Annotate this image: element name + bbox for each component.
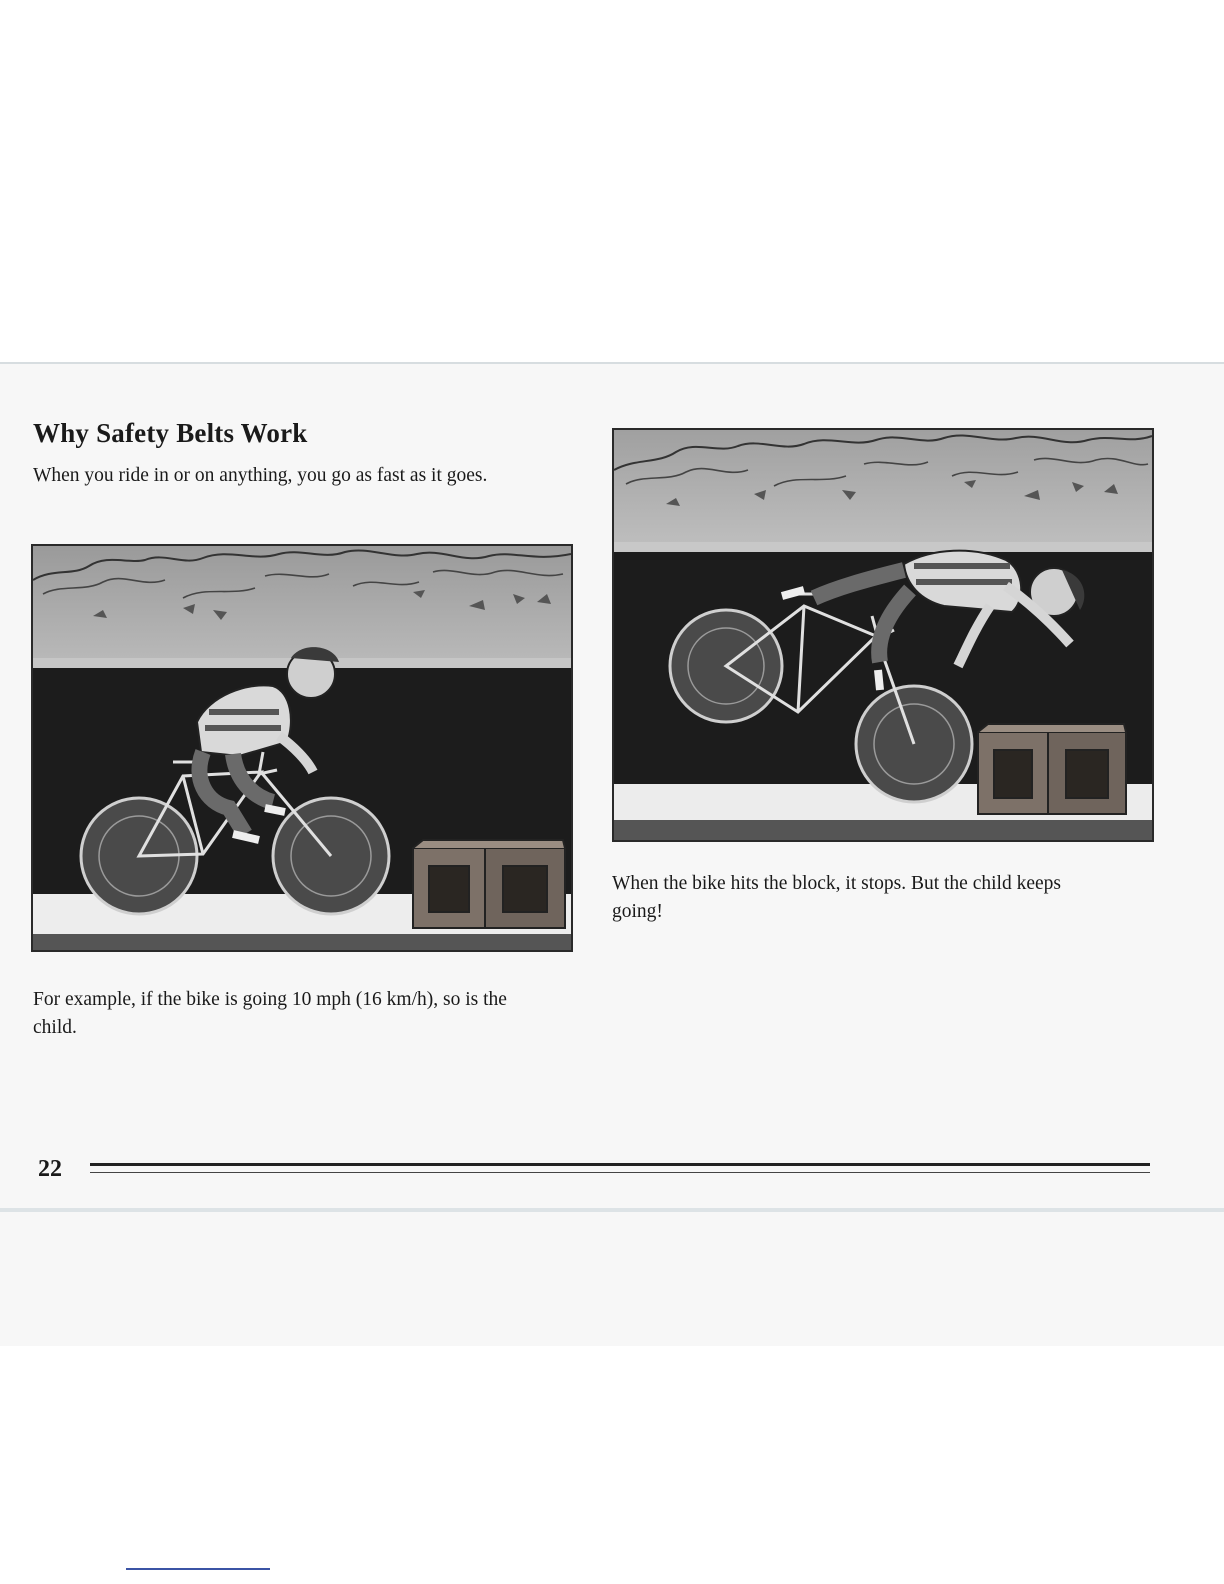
page-number: 22: [38, 1156, 62, 1182]
riding-bicycle-drawing: [33, 546, 571, 950]
riding-bicycle-illustration: [31, 544, 573, 952]
crash-impact-drawing: [614, 430, 1152, 840]
footer-rule-thin: [90, 1172, 1150, 1173]
section-heading: Why Safety Belts Work: [33, 418, 308, 448]
example-paragraph: For example, if the bike is going 10 mph (16 km/h), so is the child.: [33, 989, 507, 1038]
concrete-blocks: [978, 724, 1126, 814]
footer-rule: [90, 1163, 1150, 1166]
crash-impact-illustration: [612, 428, 1154, 842]
link-underline[interactable]: [126, 1568, 270, 1570]
intro-paragraph: When you ride in or on anything, you go as fast as it goes.: [33, 465, 488, 486]
impact-paragraph: When the bike hits the block, it stops. But the child keeps going!: [612, 873, 1061, 922]
concrete-blocks: [413, 840, 565, 928]
scan-edge-line: [0, 1208, 1224, 1212]
